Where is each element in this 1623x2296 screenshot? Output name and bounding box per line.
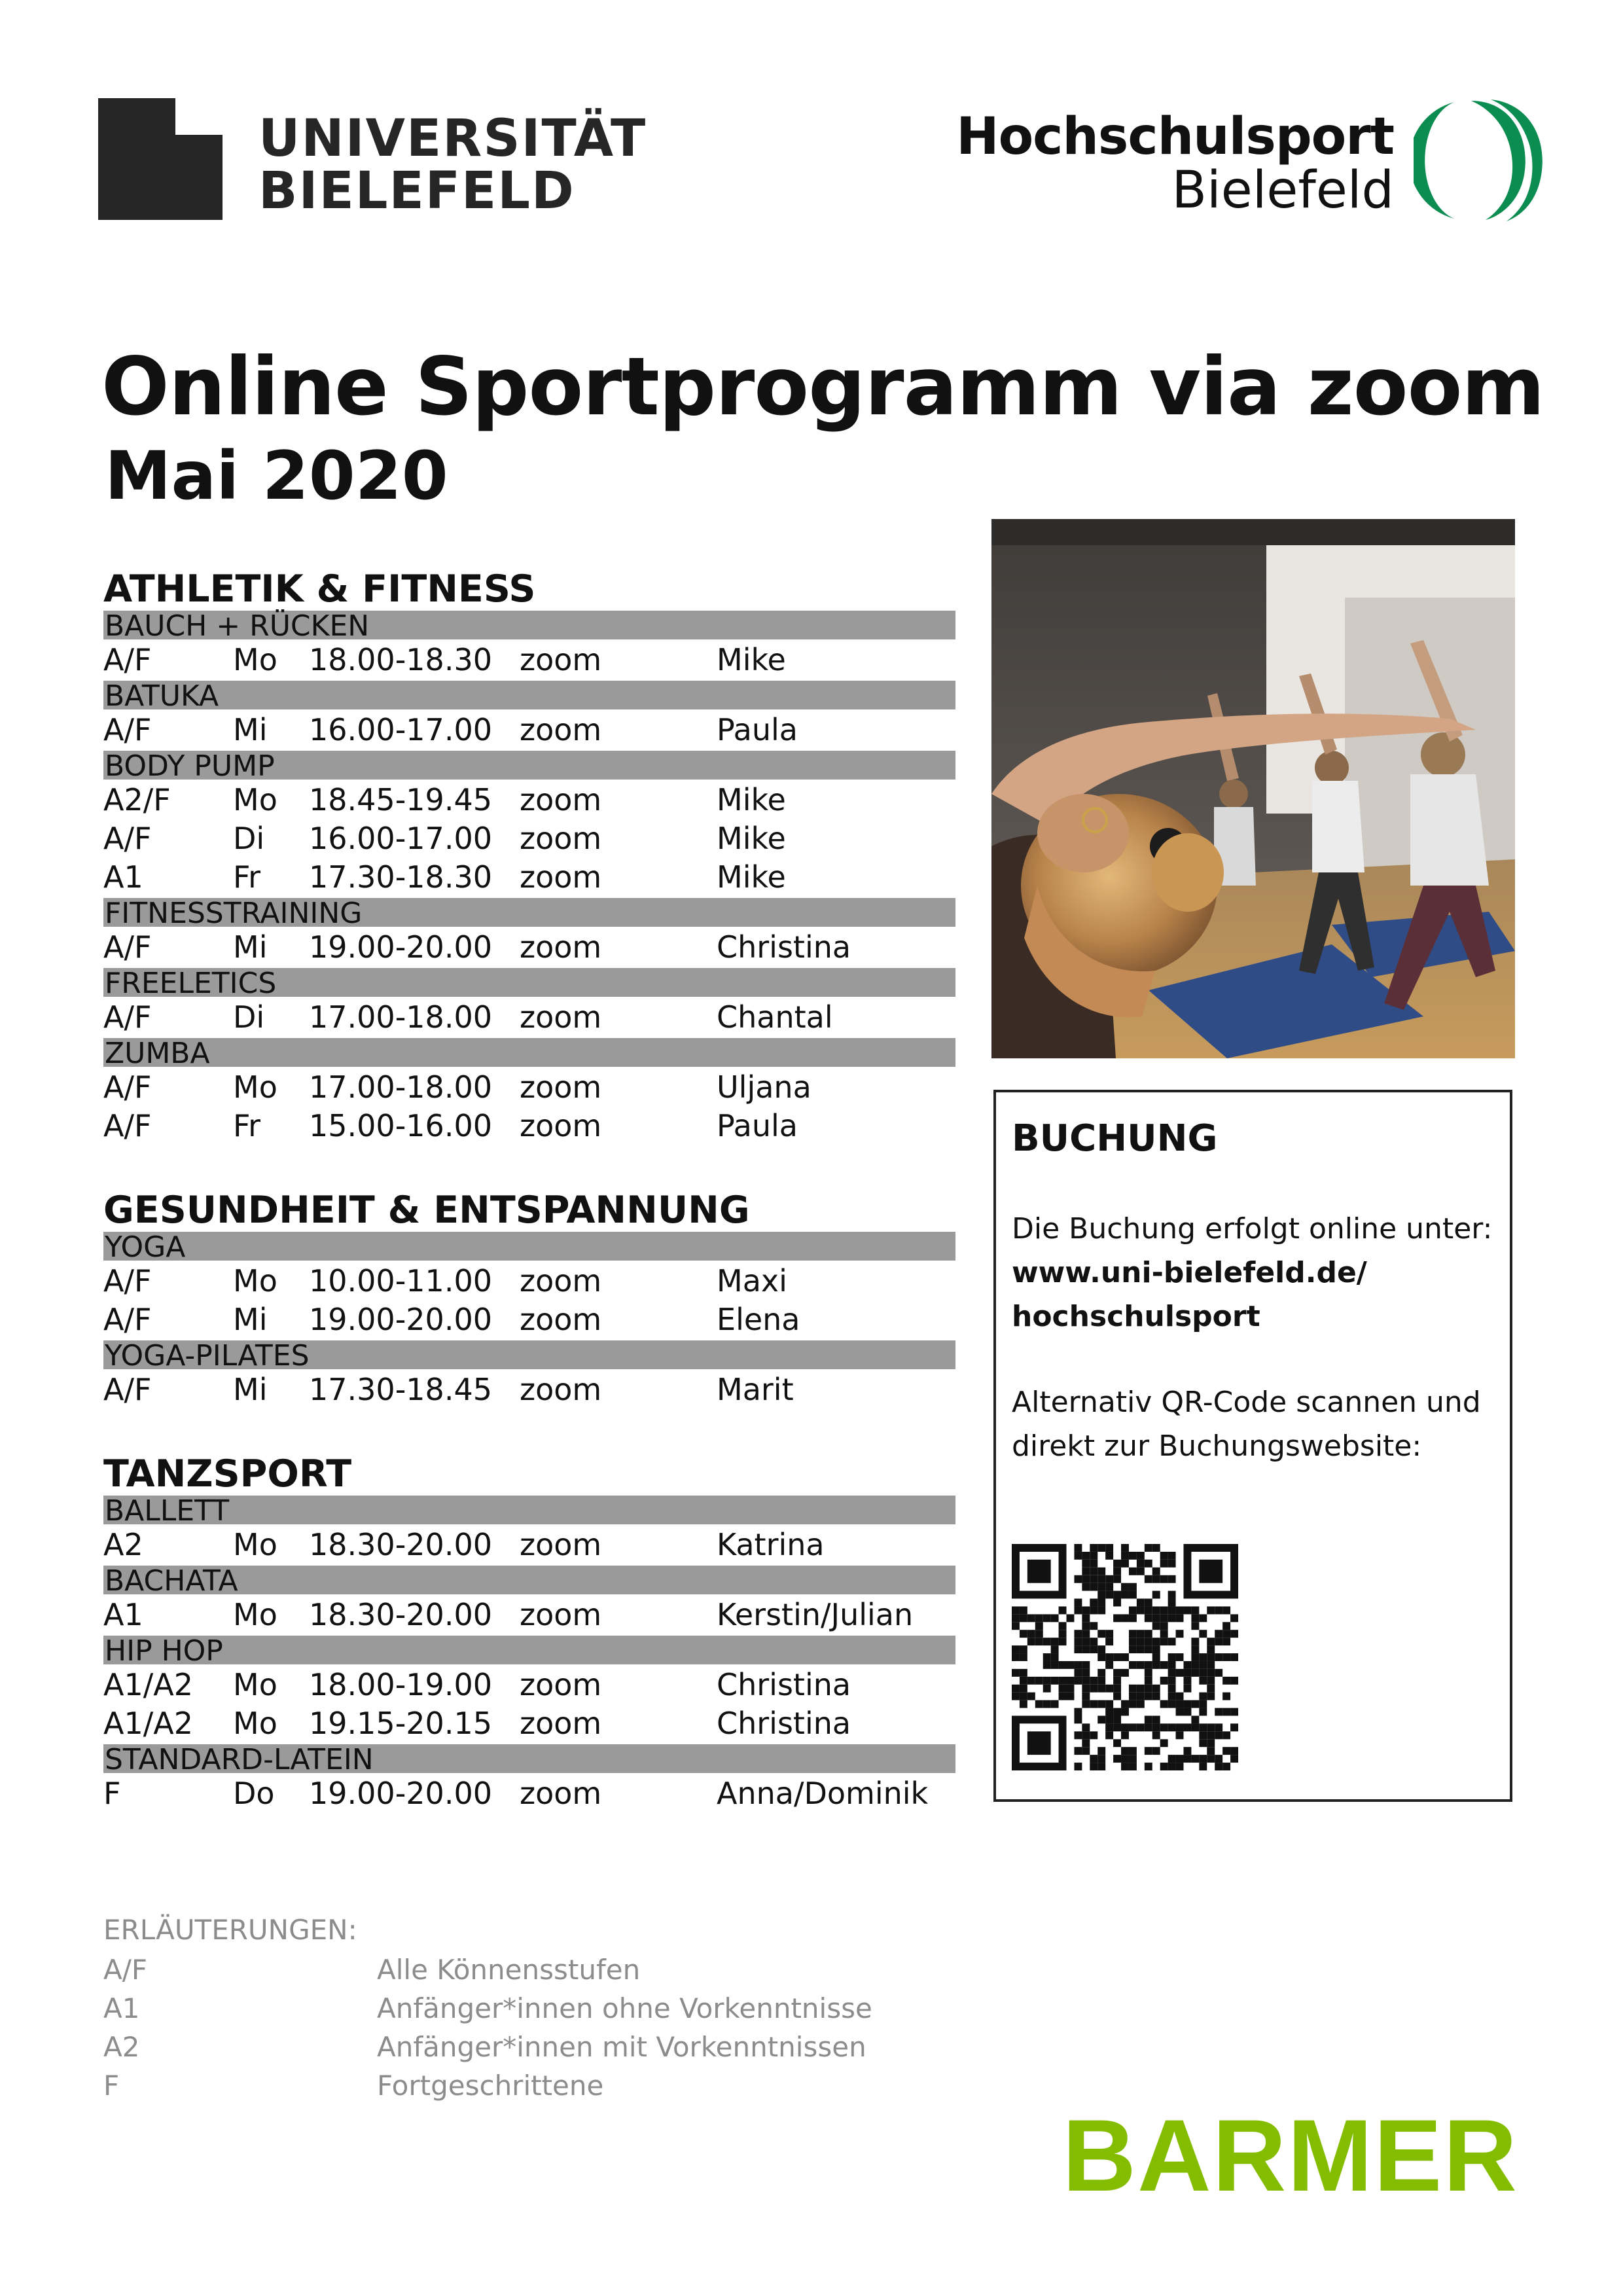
course-row <box>103 997 955 1035</box>
course-name-bar: HIP HOP <box>103 1636 955 1664</box>
course-location: zoom <box>520 1776 602 1811</box>
course-level: A1 <box>103 859 143 895</box>
course-level: A/F <box>103 821 152 856</box>
course-location: zoom <box>520 1706 602 1741</box>
course-location: zoom <box>520 1069 602 1105</box>
booking-title: BUCHUNG <box>1012 1117 1218 1160</box>
course-level: A/F <box>103 929 152 965</box>
legend-desc: Fortgeschrittene <box>377 2070 604 2102</box>
course-day: Mo <box>233 1069 277 1105</box>
course-time: 16.00-17.00 <box>309 821 492 856</box>
course-location: zoom <box>520 859 602 895</box>
course-time: 19.00-20.00 <box>309 1302 492 1337</box>
course-day: Mo <box>233 642 277 677</box>
legend-row <box>103 1950 641 1989</box>
yoga-photo-illustration <box>991 519 1515 1058</box>
course-location: zoom <box>520 821 602 856</box>
course-level: A/F <box>103 1302 152 1337</box>
course-row <box>103 709 955 748</box>
legend-row <box>103 2066 604 2105</box>
course-time: 18.30-20.00 <box>309 1527 492 1562</box>
course-level: A/F <box>103 1372 152 1407</box>
course-time: 18.45-19.45 <box>309 782 492 817</box>
course-instructor: Marit <box>717 1372 794 1407</box>
course-location: zoom <box>520 642 602 677</box>
course-time: 17.00-18.00 <box>309 1069 492 1105</box>
course-location: zoom <box>520 999 602 1035</box>
course-schedule <box>103 560 955 1812</box>
booking-info <box>1012 1207 1492 1338</box>
course-row <box>103 1261 955 1299</box>
hochschulsport-logo-mark <box>1414 98 1544 223</box>
legend-code: A2 <box>103 2031 140 2063</box>
course-time: 18.00-18.30 <box>309 642 492 677</box>
course-location: zoom <box>520 1302 602 1337</box>
course-name-bar: STANDARD-LATEIN <box>103 1744 955 1773</box>
yoga-photo <box>991 519 1515 1058</box>
course-row <box>103 1773 955 1812</box>
barmer-logo: BARMER <box>1062 2099 1518 2213</box>
course-day: Mo <box>233 782 277 817</box>
course-location: zoom <box>520 1667 602 1702</box>
course-name-bar: BODY PUMP <box>103 751 955 780</box>
course-day: Di <box>233 821 265 856</box>
course-time: 10.00-11.00 <box>309 1263 492 1299</box>
legend <box>103 1910 872 2105</box>
course-row <box>103 1664 955 1703</box>
course-time: 19.15-20.15 <box>309 1706 492 1741</box>
course-instructor: Chantal <box>717 999 833 1035</box>
course-day: Fr <box>233 859 261 895</box>
legend-desc: Anfänger*innen mit Vorkenntnissen <box>377 2031 866 2063</box>
course-name-bar: YOGA <box>103 1232 955 1261</box>
course-instructor: Christina <box>717 929 851 965</box>
course-time: 17.30-18.30 <box>309 859 492 895</box>
course-location: zoom <box>520 782 602 817</box>
course-location: zoom <box>520 1527 602 1562</box>
booking-text: Die Buchung erfolgt online unter: <box>1012 1212 1493 1246</box>
course-row <box>103 927 955 965</box>
course-instructor: Katrina <box>717 1527 825 1562</box>
course-instructor: Christina <box>717 1706 851 1741</box>
course-day: Do <box>233 1776 275 1811</box>
hochschulsport-logo-line1: Hochschulsport <box>956 107 1394 166</box>
course-time: 18.30-20.00 <box>309 1597 492 1632</box>
university-logo-line2: BIELEFELD <box>259 162 575 221</box>
course-level: A2 <box>103 1527 143 1562</box>
legend-row <box>103 2028 866 2066</box>
course-level: A1/A2 <box>103 1706 193 1741</box>
course-level: F <box>103 1776 121 1811</box>
course-row <box>103 1299 955 1338</box>
course-name-bar: BAUCH + RÜCKEN <box>103 611 955 639</box>
course-row <box>103 639 955 678</box>
course-instructor: Mike <box>717 859 786 895</box>
course-name-bar: BATUKA <box>103 681 955 709</box>
booking-alt-line1: Alternativ QR-Code scannen und <box>1012 1386 1481 1419</box>
course-day: Fr <box>233 1108 261 1143</box>
course-level: A/F <box>103 712 152 747</box>
section-title: GESUNDHEIT & ENTSPANNUNG <box>103 1189 750 1232</box>
course-level: A/F <box>103 642 152 677</box>
legend-code: A/F <box>103 1954 148 1986</box>
course-row <box>103 1067 955 1105</box>
course-location: zoom <box>520 1108 602 1143</box>
booking-url-line1[interactable]: www.uni-bielefeld.de/ <box>1012 1256 1367 1289</box>
page-title: Online Sportprogramm via zoom <box>101 340 1544 433</box>
course-instructor: Mike <box>717 821 786 856</box>
course-time: 18.00-19.00 <box>309 1667 492 1702</box>
booking-url-line2[interactable]: hochschulsport <box>1012 1300 1260 1333</box>
course-level: A/F <box>103 1263 152 1299</box>
course-time: 19.00-20.00 <box>309 1776 492 1811</box>
course-day: Mi <box>233 929 268 965</box>
course-day: Mi <box>233 712 268 747</box>
course-row <box>103 1105 955 1144</box>
course-level: A1/A2 <box>103 1667 193 1702</box>
course-instructor: Paula <box>717 712 798 747</box>
course-instructor: Elena <box>717 1302 800 1337</box>
course-day: Mo <box>233 1263 277 1299</box>
hochschulsport-logo-line2: Bielefeld <box>1171 161 1394 220</box>
course-instructor: Christina <box>717 1667 851 1702</box>
course-time: 15.00-16.00 <box>309 1108 492 1143</box>
legend-row <box>103 1989 872 2028</box>
section-title: ATHLETIK & FITNESS <box>103 567 536 611</box>
course-name-bar: BACHATA <box>103 1566 955 1594</box>
course-row <box>103 1703 955 1742</box>
course-level: A/F <box>103 1108 152 1143</box>
course-instructor: Kerstin/Julian <box>717 1597 914 1632</box>
course-time: 19.00-20.00 <box>309 929 492 965</box>
course-instructor: Mike <box>717 782 786 817</box>
course-name-bar: FREELETICS <box>103 968 955 997</box>
section-title: TANZSPORT <box>103 1452 352 1496</box>
qr-code[interactable] <box>1012 1544 1238 1770</box>
course-day: Mo <box>233 1667 277 1702</box>
legend-title: ERLÄUTERUNGEN: <box>103 1914 357 1946</box>
course-day: Di <box>233 999 265 1035</box>
course-day: Mi <box>233 1302 268 1337</box>
course-time: 17.30-18.45 <box>309 1372 492 1407</box>
legend-code: A1 <box>103 1992 140 2024</box>
course-instructor: Mike <box>717 642 786 677</box>
course-day: Mo <box>233 1527 277 1562</box>
course-row <box>103 1369 955 1408</box>
course-location: zoom <box>520 1372 602 1407</box>
legend-desc: Alle Könnensstufen <box>377 1954 641 1986</box>
booking-alt-line2: direkt zur Buchungswebsite: <box>1012 1429 1422 1463</box>
course-row <box>103 818 955 857</box>
hochschulsport-logo <box>955 98 1544 223</box>
university-logo-text <box>259 109 647 221</box>
course-name-bar: YOGA-PILATES <box>103 1340 955 1369</box>
course-location: zoom <box>520 1263 602 1299</box>
course-row <box>103 1594 955 1633</box>
legend-code: F <box>103 2070 120 2102</box>
course-location: zoom <box>520 712 602 747</box>
course-time: 17.00-18.00 <box>309 999 492 1035</box>
course-row <box>103 857 955 895</box>
course-row <box>103 1524 955 1563</box>
course-name-bar: BALLETT <box>103 1496 955 1524</box>
course-level: A/F <box>103 999 152 1035</box>
booking-box <box>993 1090 1512 1802</box>
course-location: zoom <box>520 929 602 965</box>
university-logo-line1: UNIVERSITÄT <box>259 109 647 168</box>
university-logo <box>98 98 647 223</box>
course-level: A/F <box>103 1069 152 1105</box>
course-instructor: Maxi <box>717 1263 787 1299</box>
course-day: Mi <box>233 1372 268 1407</box>
course-name-bar: ZUMBA <box>103 1038 955 1067</box>
course-day: Mo <box>233 1597 277 1632</box>
course-day: Mo <box>233 1706 277 1741</box>
booking-alternative <box>1012 1380 1481 1468</box>
legend-desc: Anfänger*innen ohne Vorkenntnisse <box>377 1992 872 2024</box>
course-location: zoom <box>520 1597 602 1632</box>
course-instructor: Anna/Dominik <box>717 1776 929 1811</box>
page-subtitle: Mai 2020 <box>105 437 448 515</box>
course-instructor: Paula <box>717 1108 798 1143</box>
course-time: 16.00-17.00 <box>309 712 492 747</box>
course-level: A2/F <box>103 782 171 817</box>
course-level: A1 <box>103 1597 143 1632</box>
course-instructor: Uljana <box>717 1069 812 1105</box>
course-name-bar: FITNESSTRAINING <box>103 898 955 927</box>
course-row <box>103 780 955 818</box>
